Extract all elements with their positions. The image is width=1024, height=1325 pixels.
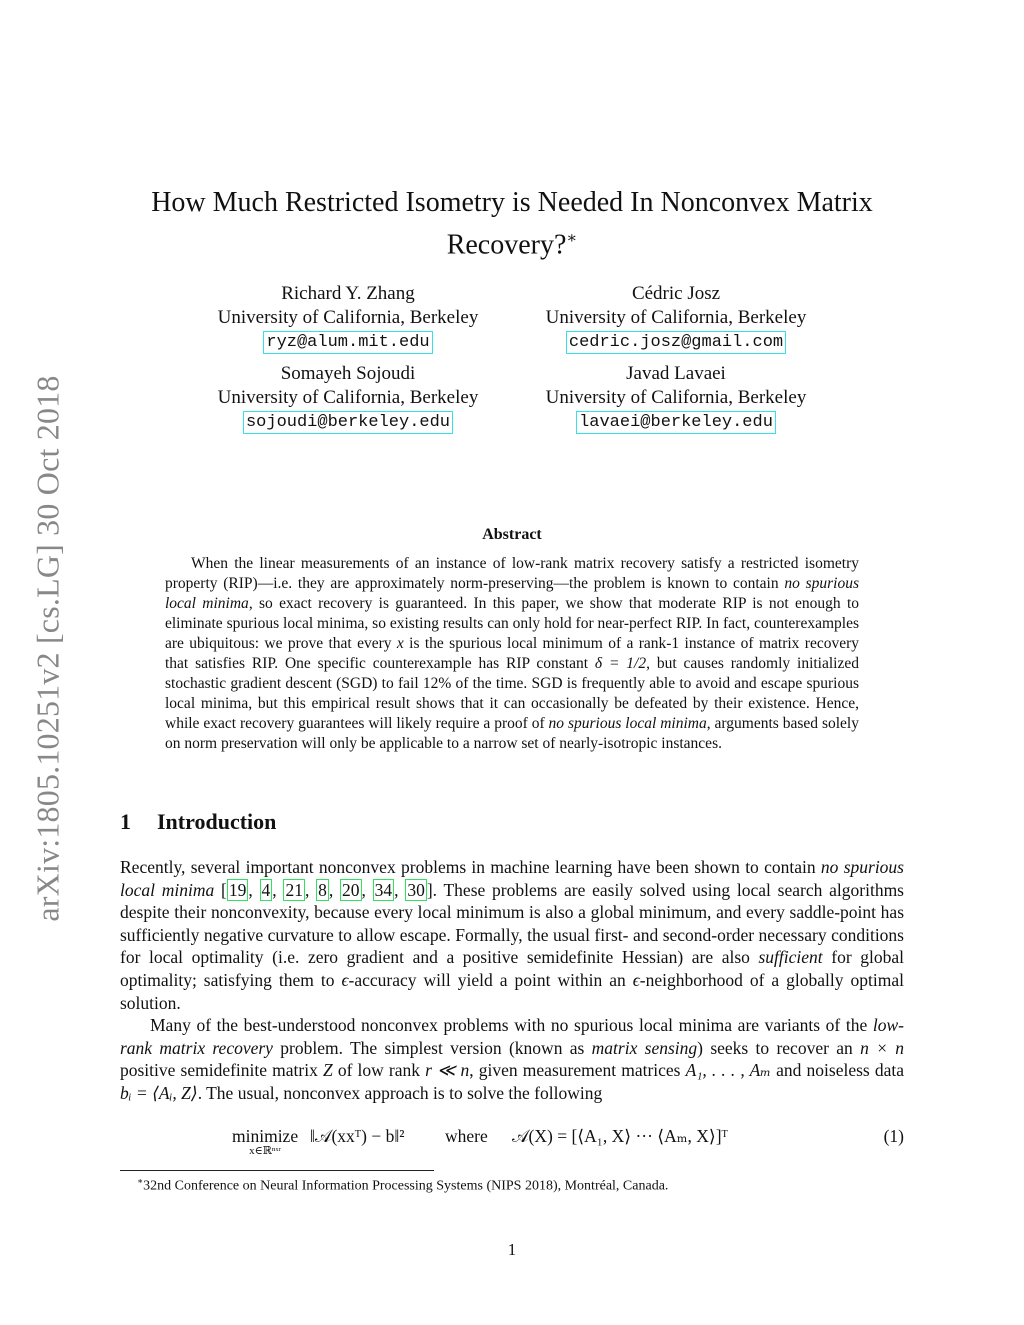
citation-link[interactable]: 19 <box>228 879 247 900</box>
footnote-mark: ∗ <box>137 1176 144 1186</box>
abstract-heading: Abstract <box>482 526 542 543</box>
body-text: ) seeks to recover an <box>697 1037 861 1058</box>
body-emphasis: low-rank matrix recovery <box>120 1015 904 1058</box>
abstract-text: , arguments based solely on norm preservation will only be applicable to a narrow set of nearly-isotropic instances. <box>165 715 859 752</box>
title-footnote-mark: ∗ <box>566 230 578 247</box>
body-text: Recently, several important nonconvex problems in machine learning have been shown to contain <box>120 857 821 877</box>
author-name: Cédric Josz <box>631 283 721 304</box>
math-epsilon: ϵ <box>632 969 640 990</box>
body-text: -neighborhood of a globally optimal solution. <box>120 969 904 1013</box>
math-variable: x <box>396 635 404 652</box>
arxiv-identifier: arXiv:1805.10251v2 [cs.LG] 30 Oct 2018 <box>29 375 66 922</box>
body-text: ]. These problems are easily solved using local search algorithms despite their nonconvexity, because every local minimum is also a global minimum, and every saddle-point has sufficiently negative curvature to allow escape. Formally, the usual first- and second-order necessary conditions for local optimality (i.e. zero gradient and a positive semidefinite Hessian) are also <box>120 879 904 968</box>
title-text: How Much Restricted Isometry is Needed In Nonconvex Matrix Recovery? <box>151 187 873 261</box>
abstract-emphasis: no spurious local minima <box>165 575 860 612</box>
section-number: 1 <box>120 809 131 834</box>
math-inline: bᵢ = ⟨Aᵢ, Z⟩ <box>120 1082 198 1103</box>
footnote-rule <box>120 1170 434 1171</box>
equation-number: (1) <box>883 1126 904 1146</box>
body-text: Many of the best-understood nonconvex problems with no spurious local minima are variants of the <box>150 1015 873 1035</box>
author-block <box>178 282 518 354</box>
citation-link[interactable]: 30 <box>407 879 425 900</box>
author-block <box>178 362 518 434</box>
body-text: , given measurement matrices <box>469 1060 686 1081</box>
body-text: for global optimality; satisfying them to <box>120 947 904 990</box>
body-text: and noiseless data <box>771 1060 904 1081</box>
abstract-body <box>165 554 859 754</box>
equation-op-text: minimize <box>232 1126 299 1146</box>
footnote-text: 32nd Conference on Neural Information Processing Systems (NIPS 2018), Montréal, Canada. <box>143 1178 669 1194</box>
equation-where: where <box>445 1126 488 1146</box>
citation-link[interactable]: 8 <box>318 879 327 900</box>
author-email-link[interactable]: ryz@alum.mit.edu <box>263 331 432 354</box>
body-text: problem. The simplest version (known as <box>272 1037 592 1058</box>
body-emphasis: sufficient <box>758 947 823 968</box>
paper-title <box>100 185 924 263</box>
author-block <box>506 282 846 354</box>
math-rip-constant: δ = 1/2 <box>594 655 647 672</box>
section-title: Introduction <box>157 809 277 834</box>
body-emphasis: matrix sensing <box>591 1037 698 1058</box>
display-equation <box>120 1124 904 1164</box>
equation-domain: x∈ℝⁿˣʳ <box>249 1145 281 1157</box>
math-inline: n × n <box>860 1037 905 1058</box>
intro-paragraph-2 <box>120 1014 904 1104</box>
author-affiliation: University of California, Berkeley <box>217 306 479 328</box>
citation-link[interactable]: 34 <box>374 879 393 900</box>
abstract-text: , so exact recovery is guaranteed. In this paper, we show that moderate RIP is not enough to eliminate spurious local minima, so existing results can only hold for near-perfect RIP. In fact, counterexamples are ubiquitous: we prove that every <box>165 595 859 652</box>
body-text: . The usual, nonconvex approach is to solve the following <box>197 1082 603 1103</box>
author-affiliation: University of California, Berkeley <box>217 386 479 408</box>
body-text: [ <box>214 879 227 900</box>
math-inline: A₁, . . . , Aₘ <box>685 1060 772 1081</box>
author-email-link[interactable]: lavaei@berkeley.edu <box>576 411 776 434</box>
equation-definition: 𝒜(X) = [⟨A₁, X⟩ ··· ⟨Aₘ, X⟩]ᵀ <box>512 1126 728 1146</box>
author-affiliation: University of California, Berkeley <box>545 386 807 408</box>
citation-link[interactable]: 4 <box>261 879 271 900</box>
author-name: Richard Y. Zhang <box>281 283 415 304</box>
body-text: -accuracy will yield a point within an <box>348 969 633 990</box>
author-name: Javad Lavaei <box>626 363 726 384</box>
author-affiliation: University of California, Berkeley <box>545 306 807 328</box>
abstract-text: When the linear measurements of an instance of low-rank matrix recovery satisfy a restricted isometry property (RIP)—i.e. they are approximately norm-preserving—the problem is known to contain <box>165 555 859 592</box>
citation-link[interactable]: 21 <box>285 879 303 900</box>
math-inline: r ≪ n <box>425 1060 470 1081</box>
math-inline: Z <box>322 1060 333 1081</box>
equation-operator <box>232 1126 298 1157</box>
body-text: positive semidefinite matrix <box>120 1060 323 1081</box>
footnote <box>137 1176 668 1195</box>
author-email-link[interactable]: sojoudi@berkeley.edu <box>243 411 453 434</box>
math-epsilon: ϵ <box>341 969 349 990</box>
abstract-text: , but causes randomly initialized stochastic gradient descent (SGD) to fail 12% of the time. SGD is frequently able to avoid and escape spurious local minima, but this empirical result shows that it can occasionally be defeated by their existence. Hence, while exact recovery guarantees will likely require a proof of <box>165 655 859 732</box>
author-block <box>506 362 846 434</box>
equation-objective: ‖𝒜(xxᵀ) − b‖² <box>310 1126 405 1146</box>
author-email-link[interactable]: cedric.josz@gmail.com <box>566 331 786 354</box>
abstract-text: is the spurious local minimum of a rank-1 instance of matrix recovery that satisfies RIP. One specific counterexample has RIP constant <box>165 635 859 672</box>
citation-link[interactable]: 20 <box>342 879 360 900</box>
body-emphasis: no spurious local minima <box>120 857 904 900</box>
body-text: of low rank <box>332 1060 426 1081</box>
page-number: 1 <box>507 1240 517 1259</box>
author-name: Somayeh Sojoudi <box>280 363 416 384</box>
intro-paragraph-1: Recently, several important nonconvex problems in machine learning have been shown to contain no spurious local minima [ 19 , 4 , 21 , 8 , 20 , 34 , 30 ]. These problems are easily solved using local search algorithms despite their nonconvexity, because every local minimum is also a global minimum, and every saddle-point has sufficiently negative curvature to allow escape. Formally, the usual first- and second-order necessary conditions for local optimality (i.e. zero gradient and a positive semidefinite Hessian) are also sufficient for global optimality; satisfying them to ϵ-accuracy will yield a point within an ϵ-neighborhood of a globally optimal solution. <box>120 857 904 1013</box>
abstract-emphasis: no spurious local minima <box>548 715 707 732</box>
section-heading <box>120 809 276 835</box>
